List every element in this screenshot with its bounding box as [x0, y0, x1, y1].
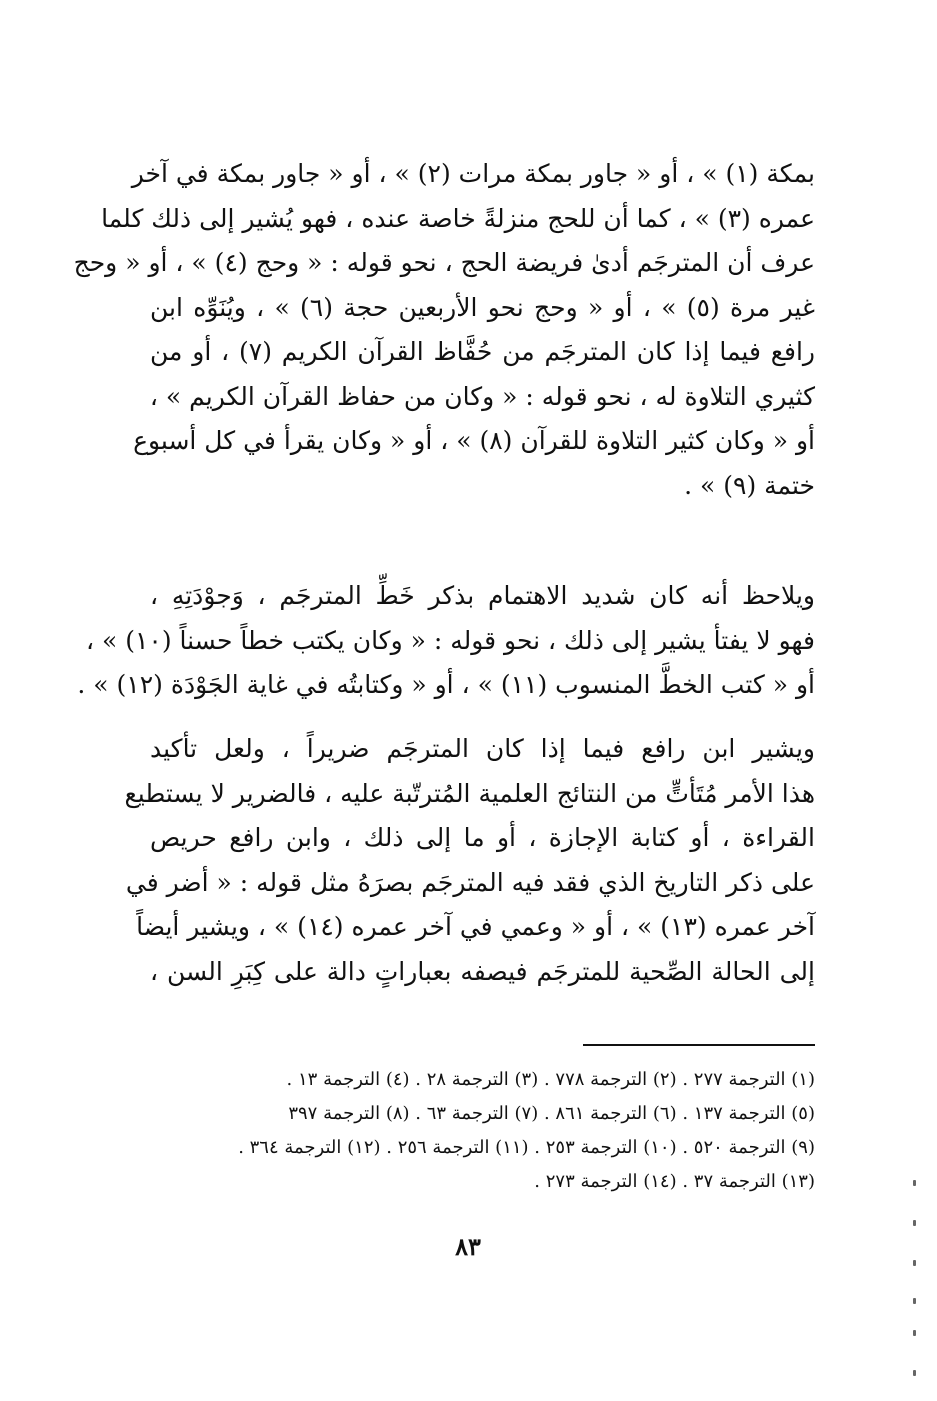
page-number: ٨٣ [455, 1232, 481, 1261]
text-line: بمكة (١) » ، أو « جاور بمكة مرات (٢) » ، أو « جاور بمكة في آخر [131, 159, 815, 188]
footnotes [150, 1063, 815, 1199]
paragraph-3 [124, 727, 815, 994]
text-line: عرف أن المترجَم أدىٰ فريضة الحج ، نحو قوله : « وحج (٤) » ، أو « وحج [73, 248, 815, 277]
footnote-line: (١٣) الترجمة ٣٧ . (١٤) الترجمة ٢٧٣ . [534, 1171, 815, 1192]
scan-edge-marks [905, 1180, 925, 1401]
footnote-line: (١) الترجمة ٢٧٧ . (٢) الترجمة ٧٧٨ . (٣) الترجمة ٢٨ . (٤) الترجمة ١٣ . [286, 1069, 815, 1090]
text-line: آخر عمره (١٣) » ، أو « وعمي في آخر عمره (١٤) » ، ويشير أيضاً [136, 912, 815, 941]
paragraph-1 [73, 152, 816, 508]
text-line: ختمة (٩) » . [684, 470, 815, 500]
text-line: هذا الأمر مُتَأتٍّ من النتائج العلمية المُترتّبة عليه ، فالضرير لا يستطيع [124, 778, 815, 808]
text-line: ويشير ابن رافع فيما إذا كان المترجَم ضريراً ، ولعل تأكيد [150, 734, 815, 763]
text-line: أو « وكان كثير التلاوة للقرآن (٨) » ، أو « وكان يقرأ في كل أسبوع [133, 426, 815, 455]
text-line: إلى الحالة الصِّحية للمترجَم فيصفه بعباراتٍ دالة على كِبَرِ السن ، [150, 956, 815, 986]
text-line: كثيري التلاوة له ، نحو قوله : « وكان من حفاظ القرآن الكريم » ، [149, 381, 815, 411]
footnote-line: (٩) الترجمة ٥٢٠ . (١٠) الترجمة ٢٥٣ . (١١) الترجمة ٢٥٦ . (١٢) الترجمة ٣٦٤ . [238, 1137, 815, 1158]
text-line: عمره (٣) » ، كما أن للحج منزلةً خاصة عنده ، فهو يُشير إلى ذلك كلما [101, 203, 815, 233]
text-line: القراءة ، أو كتابة الإجازة ، أو ما إلى ذلك ، وابن رافع حريص [150, 823, 815, 852]
footnote-line: (٥) الترجمة ١٣٧ . (٦) الترجمة ٨٦١ . (٧) الترجمة ٦٣ . (٨) الترجمة ٣٩٧ [288, 1103, 815, 1124]
footnote-divider [583, 1044, 815, 1046]
text-line: ويلاحظ أنه كان شديد الاهتمام بذكر خَطِّ المترجَم ، وَجوْدَتِهِ ، [150, 581, 815, 610]
text-line: غير مرة (٥) » ، أو « وحج نحو الأربعين حجة (٦) » ، ويُنَوِّه ابن [150, 292, 816, 322]
paragraph-2 [77, 574, 815, 708]
text-line: على ذكر التاريخ الذي فقد فيه المترجَم بصرَهُ مثل قوله : « أضر في [125, 867, 815, 897]
text-line: رافع فيما إذا كان المترجَم من حُفَّاظ القرآن الكريم (٧) ، أو من [150, 337, 816, 366]
text-line: أو « كتب الخطَّ المنسوب (١١) » ، أو « وكتابتُه في غاية الجَوْدَة (١٢) » . [77, 670, 815, 699]
text-line: فهو لا يفتأ يشير إلى ذلك ، نحو قوله : « وكان يكتب خطاً حسناً (١٠) » ، [85, 625, 815, 655]
